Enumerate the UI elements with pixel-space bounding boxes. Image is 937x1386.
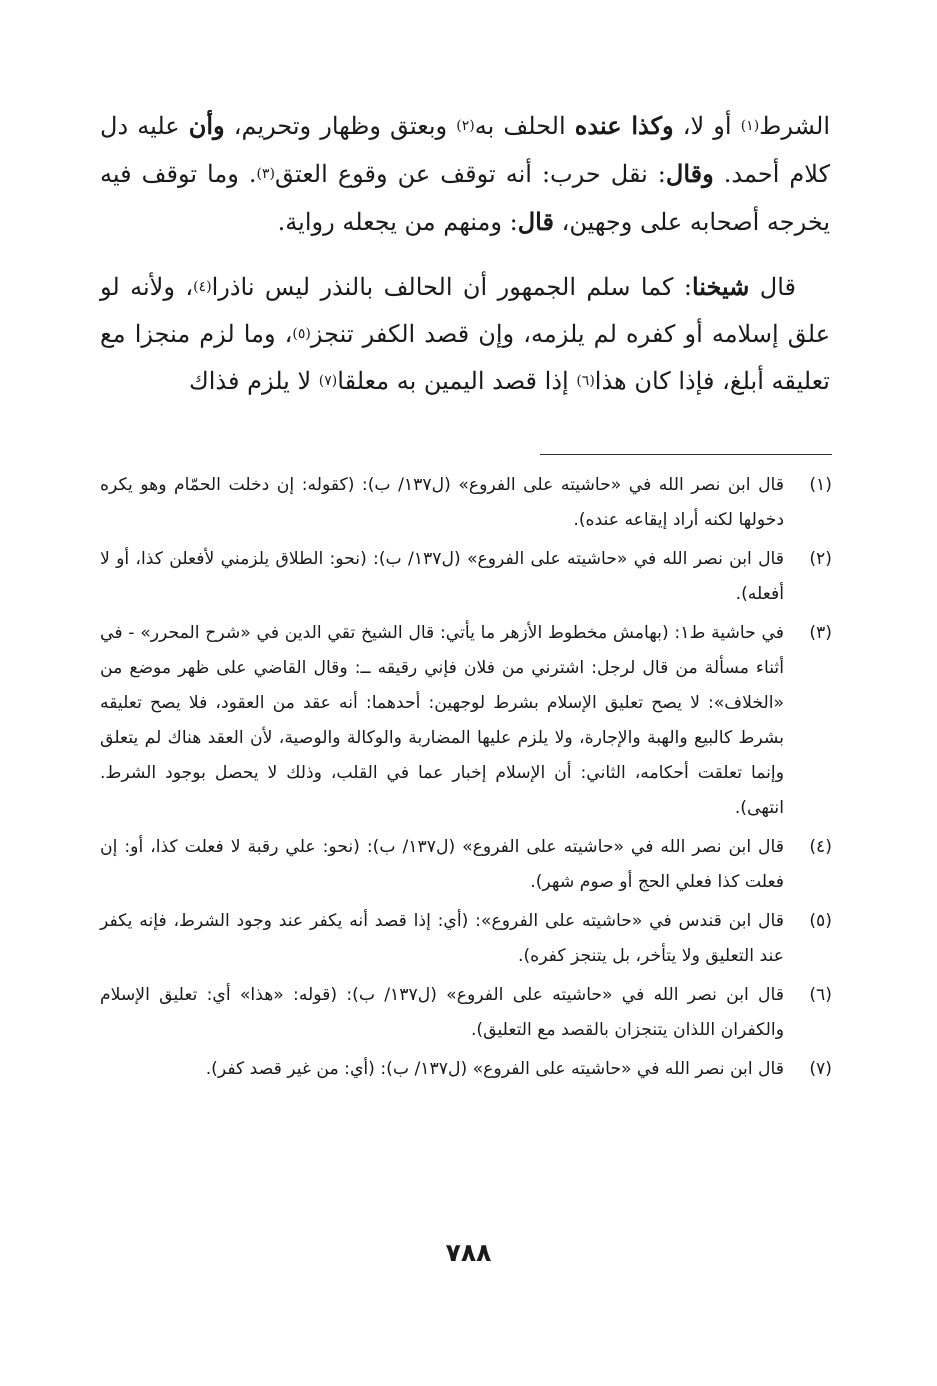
footnote-text: قال ابن نصر الله في «حاشيته على الفروع» (ل١٣٧/ ب): (نحو: علي رقبة لا فعلت كذا، أو: إن فعلت كذا فعلي الحج أو صوم شهر).	[100, 837, 784, 892]
text-run: : نقل حرب: أنه توقف عن وقوع العتق	[274, 160, 666, 188]
text-run: لا يلزم فذاك	[188, 367, 319, 395]
text-run: . وما توقف فيه يخرجه أصحابه على وجهين،	[100, 160, 830, 236]
footnote-text: قال ابن نصر الله في «حاشيته على الفروع» (ل١٣٧/ ب): (كقوله: إن دخلت الحمّام وهو يكره دخولها لكنه أراد إيقاعه عنده).	[100, 475, 785, 530]
main-paragraph-2	[100, 263, 830, 405]
footnote	[100, 468, 832, 538]
footnote-number: (٣)	[809, 623, 832, 643]
footnote-ref: (٥)	[292, 326, 311, 342]
footnote	[100, 1052, 832, 1087]
footnote-ref: (١)	[740, 118, 760, 134]
footnote-ref: (٧)	[318, 373, 338, 389]
footnote-text: قال ابن نصر الله في «حاشيته على الفروع» (ل١٣٧/ ب): (أي: من غير قصد كفر).	[205, 1059, 784, 1079]
footnote-text: قال ابن نصر الله في «حاشيته على الفروع» (ل١٣٧/ ب): (نحو: الطلاق يلزمني لأفعلن كذا، أو لا أفعله).	[100, 549, 785, 604]
footnote	[100, 830, 832, 900]
footnote-number: (٧)	[809, 1059, 832, 1079]
footnote-ref: (٦)	[576, 373, 595, 389]
main-paragraph-1	[100, 102, 830, 246]
footnote-text: في حاشية ط١: (بهامش مخطوط الأزهر ما يأتي: قال الشيخ تقي الدين في «شرح المحرر» - في أثناء مسألة من قال لرجل: اشترني من فلان فإني رقيقه ــ: وقال القاضي على ظهر موضع من «الخلاف»: لا يصح تعليق الإسلام بشرط لوجهين: أحدهما: أنه عقد من العقود، فلا يصح تعليقه بشرط كالبيع والهبة والإجارة، ولا يلزم عليها المضاربة والوكالة والوصية، لأن العقد هناك لم يتعلق وإنما تعلقت أحكامه، الثاني: أن الإسلام إخبار عما في القلب، وذلك لا يحصل بوجود الشرط. انتهى).	[100, 623, 785, 818]
text-run: عليه دل كلام أحمد.	[100, 112, 831, 188]
footnote	[100, 978, 832, 1048]
main-text	[100, 102, 830, 405]
footnote-number: (٤)	[809, 837, 832, 857]
footnotes	[100, 468, 832, 1091]
footnote-ref: (٣)	[256, 166, 275, 182]
text-run: أو لا،	[673, 112, 741, 140]
bold-text: وقال	[665, 159, 714, 188]
page-number: ٧٨٨	[445, 1238, 492, 1267]
footnote-number: (١)	[809, 475, 832, 495]
footnote-divider	[540, 454, 832, 455]
footnote	[100, 542, 832, 612]
footnote-ref: (٤)	[193, 279, 212, 295]
footnote-number: (٦)	[809, 985, 832, 1005]
bold-text: وكذا عنده	[574, 111, 674, 140]
footnote	[100, 904, 832, 974]
bold-text: شيخنا	[691, 272, 750, 301]
footnote-ref: (٢)	[456, 118, 475, 134]
bold-text: وأن	[188, 111, 225, 140]
text-run: ، وما لزم منجزا مع تعليقه أبلغ، فإذا كان هذا	[100, 320, 830, 395]
footnote-number: (٢)	[809, 549, 832, 569]
text-run: قال	[749, 273, 796, 301]
footnote-number: (٥)	[809, 911, 832, 931]
text-run: ، ولأنه لو علق إسلامه أو كفره لم يلزمه، وإن قصد الكفر تنجز	[100, 273, 831, 348]
text-run: إذا قصد اليمين به معلقا	[337, 367, 577, 395]
bold-text: قال	[517, 207, 554, 236]
text-run: : ومنهم من يجعله رواية.	[277, 208, 518, 236]
text-run: الشرط	[759, 112, 830, 140]
text-run: : كما سلم الجمهور أن الحالف بالنذر ليس ناذرا	[211, 273, 692, 301]
footnote-text: قال ابن قندس في «حاشيته على الفروع»: (أي: إذا قصد أنه يكفر عند وجود الشرط، فإنه يكفر عند التعليق ولا يتأخر، بل يتنجز كفره).	[100, 911, 784, 966]
footnote-text: قال ابن نصر الله في «حاشيته على الفروع» (ل١٣٧/ ب): (قوله: «هذا» أي: تعليق الإسلام والكفران اللذان يتنجزان بالقصد مع التعليق).	[100, 985, 784, 1040]
footnote	[100, 616, 832, 826]
text-run: الحلف به	[474, 112, 575, 140]
text-run: وبعتق وظهار وتحريم،	[224, 112, 457, 140]
